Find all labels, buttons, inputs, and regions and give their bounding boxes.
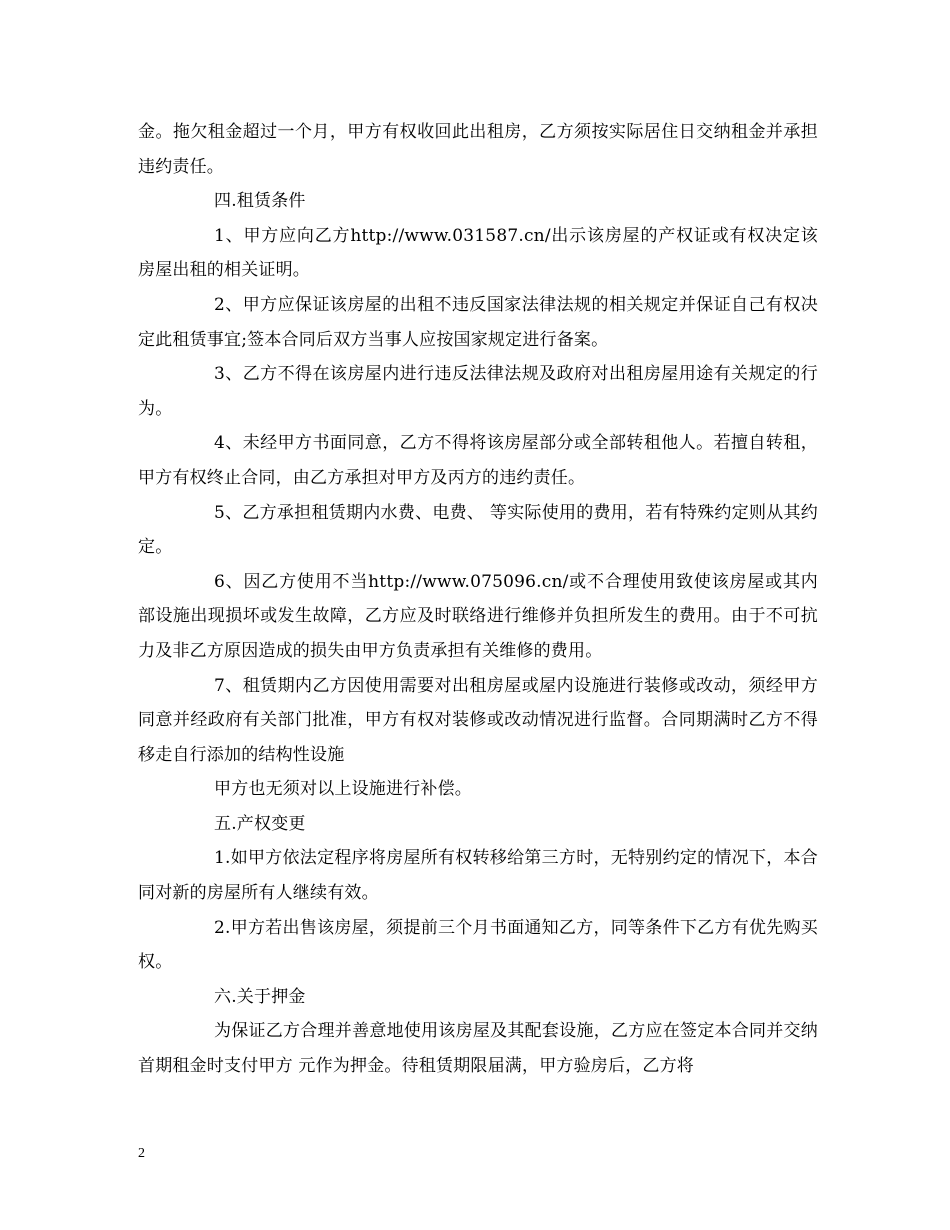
paragraph-condition-3: 3、乙方不得在该房屋内进行违反法律法规及政府对出租房屋用途有关规定的行为。 [138,364,818,419]
paragraph-no-compensation: 甲方也无须对以上设施进行补偿。 [214,779,472,800]
paragraph-property-change-2: 2.甲方若出售该房屋，须提前三个月书面通知乙方，同等条件下乙方有优先购买权。 [138,917,818,973]
document-body [138,115,818,1084]
paragraph-condition-4: 4、未经甲方书面同意，乙方不得将该房屋部分或全部转租他人。若擅自转租，甲方有权终止合同，由乙方承担对甲方及丙方的违约责任。 [138,433,818,488]
paragraph-rent-arrears: 金。拖欠租金超过一个月，甲方有权收回此出租房，乙方须按实际居住日交纳租金并承担违约责任。 [138,122,818,177]
paragraph-condition-1: 1、甲方应向乙方http://www.031587.cn/出示该房屋的产权证或有权决定该房屋出租的相关证明。 [138,225,818,281]
paragraph-condition-5: 5、乙方承担租赁期内水费、电费、 等实际使用的费用，若有特殊约定则从其约定。 [138,502,818,558]
section-heading-lease-conditions: 四.租赁条件 [214,191,306,212]
paragraph-deposit: 为保证乙方合理并善意地使用该房屋及其配套设施，乙方应在签定本合同并交纳首期租金时支付甲方 元作为押金。待租赁期限届满，甲方验房后，乙方将 [138,1021,818,1077]
section-heading-property-change: 五.产权变更 [214,813,306,834]
paragraph-condition-6: 6、因乙方使用不当http://www.075096.cn/或不合理使用致使该房屋或其内部设施出现损坏或发生故障，乙方应及时联络进行维修并负担所发生的费用。由于不可抗力及非乙方原因造成的损失由甲方负责承担有关维修的费用。 [138,571,818,661]
paragraph-condition-2: 2、甲方应保证该房屋的出租不违反国家法律法规的相关规定并保证自己有权决定此租赁事宜;签本合同后双方当事人应按国家规定进行备案。 [138,294,818,350]
page-number: 2 [138,1146,145,1161]
paragraph-property-change-1: 1.如甲方依法定程序将房屋所有权转移给第三方时，无特别约定的情况下，本合同对新的房屋所有人继续有效。 [138,848,818,904]
section-heading-deposit: 六.关于押金 [214,986,306,1007]
paragraph-condition-7: 7、租赁期内乙方因使用需要对出租房屋或屋内设施进行装修或改动，须经甲方同意并经政府有关部门批准，甲方有权对装修或改动情况进行监督。合同期满时乙方不得移走自行添加的结构性设施 [138,675,818,765]
